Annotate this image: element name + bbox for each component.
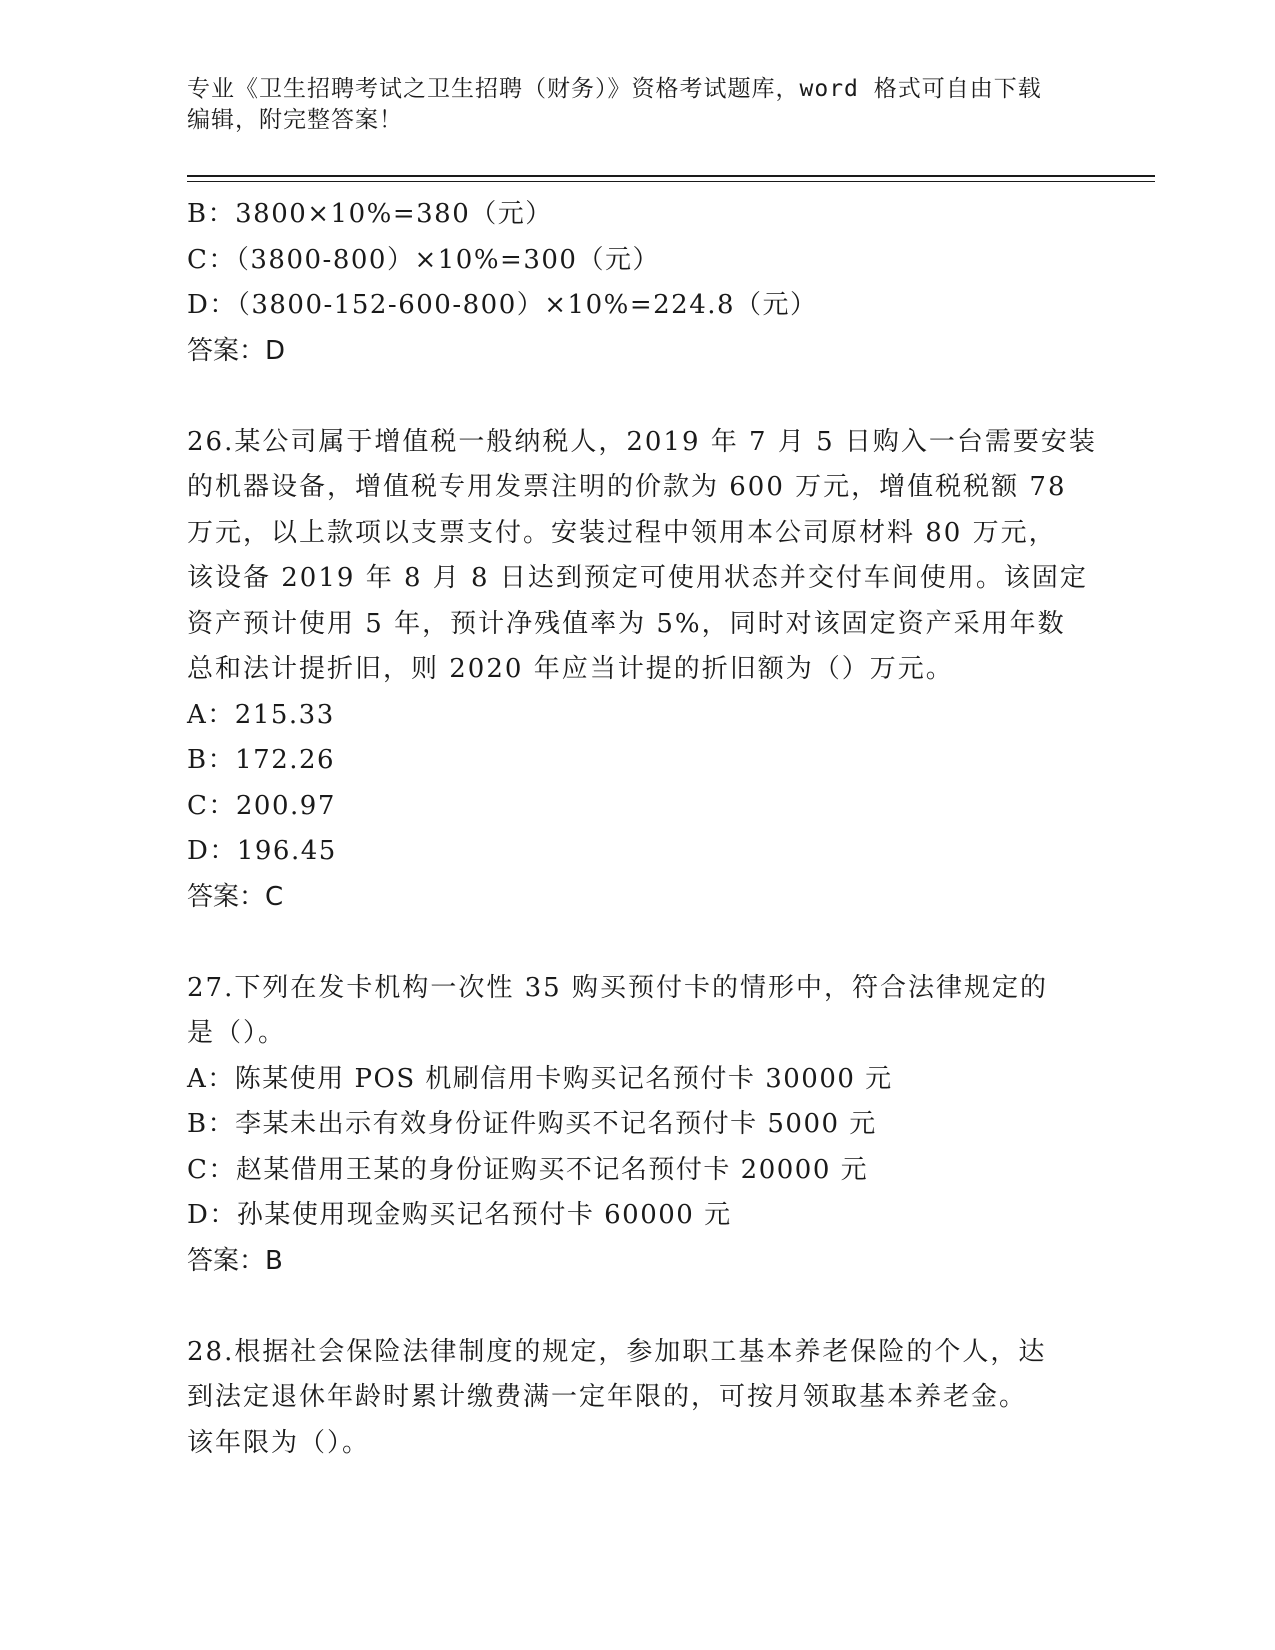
option-c: C：（3800-800）×10%=300（元） (187, 244, 660, 275)
header-line-1: 专业《卫生招聘考试之卫生招聘（财务）》资格考试题库，word 格式可自由下载 (187, 76, 1042, 102)
option-c: C：200.97 (187, 790, 336, 821)
option-a: A：陈某使用 POS 机刷信用卡购买记名预付卡 30000 元 (187, 1063, 893, 1094)
question-text-line: 该年限为（）。 (187, 1427, 371, 1458)
answer-line: 答案：D (187, 335, 286, 366)
answer-line: 答案：C (187, 881, 284, 912)
question-text-line: 26.某公司属于增值税一般纳税人，2019 年 7 月 5 日购入一台需要安装 (187, 426, 1097, 457)
option-a: A：215.33 (187, 699, 335, 730)
question-text-line: 总和法计提折旧，则 2020 年应当计提的折旧额为（）万元。 (187, 654, 954, 684)
header-divider-thick (187, 175, 1155, 177)
question-text-line: 的机器设备，增值税专用发票注明的价款为 600 万元，增值税税额 78 (187, 472, 1067, 502)
document-body (187, 192, 1097, 1466)
header-divider-thin (187, 181, 1155, 182)
option-d: D：孙某使用现金购买记名预付卡 60000 元 (187, 1200, 732, 1230)
prev-question-block (187, 192, 1087, 374)
question-text-line: 该设备 2019 年 8 月 8 日达到预定可使用状态并交付车间使用。该固定 (187, 563, 1088, 593)
document-header (187, 74, 1087, 136)
question-28 (187, 1330, 1087, 1467)
spacer (187, 1284, 1087, 1330)
answer-line: 答案：B (187, 1245, 283, 1276)
question-text-line: 是（）。 (187, 1018, 287, 1048)
question-text-line: 资产预计使用 5 年，预计净残值率为 5%，同时对该固定资产采用年数 (187, 608, 1066, 639)
option-c: C：赵某借用王某的身份证购买不记名预付卡 20000 元 (187, 1154, 869, 1185)
spacer (187, 374, 1087, 420)
question-text-line: 万元，以上款项以支票支付。安装过程中领用本公司原材料 80 万元， (187, 517, 1057, 548)
question-text-line: 28.根据社会保险法律制度的规定，参加职工基本养老保险的个人，达 (187, 1336, 1047, 1367)
option-d: D：（3800-152-600-800）×10%=224.8（元） (187, 290, 818, 320)
question-text-line: 27.下列在发卡机构一次性 35 购买预付卡的情形中，符合法律规定的 (187, 972, 1048, 1003)
question-text-line: 到法定退休年龄时累计缴费满一定年限的，可按月领取基本养老金。 (187, 1382, 1028, 1412)
spacer (187, 920, 1087, 966)
option-d: D：196.45 (187, 836, 337, 866)
option-b: B：172.26 (187, 745, 336, 775)
header-line-2: 编辑，附完整答案！ (187, 107, 403, 133)
question-27 (187, 966, 1087, 1057)
option-b: B：李某未出示有效身份证件购买不记名预付卡 5000 元 (187, 1109, 877, 1139)
question-26 (187, 420, 1097, 693)
option-b: B：3800×10%=380（元） (187, 199, 553, 229)
